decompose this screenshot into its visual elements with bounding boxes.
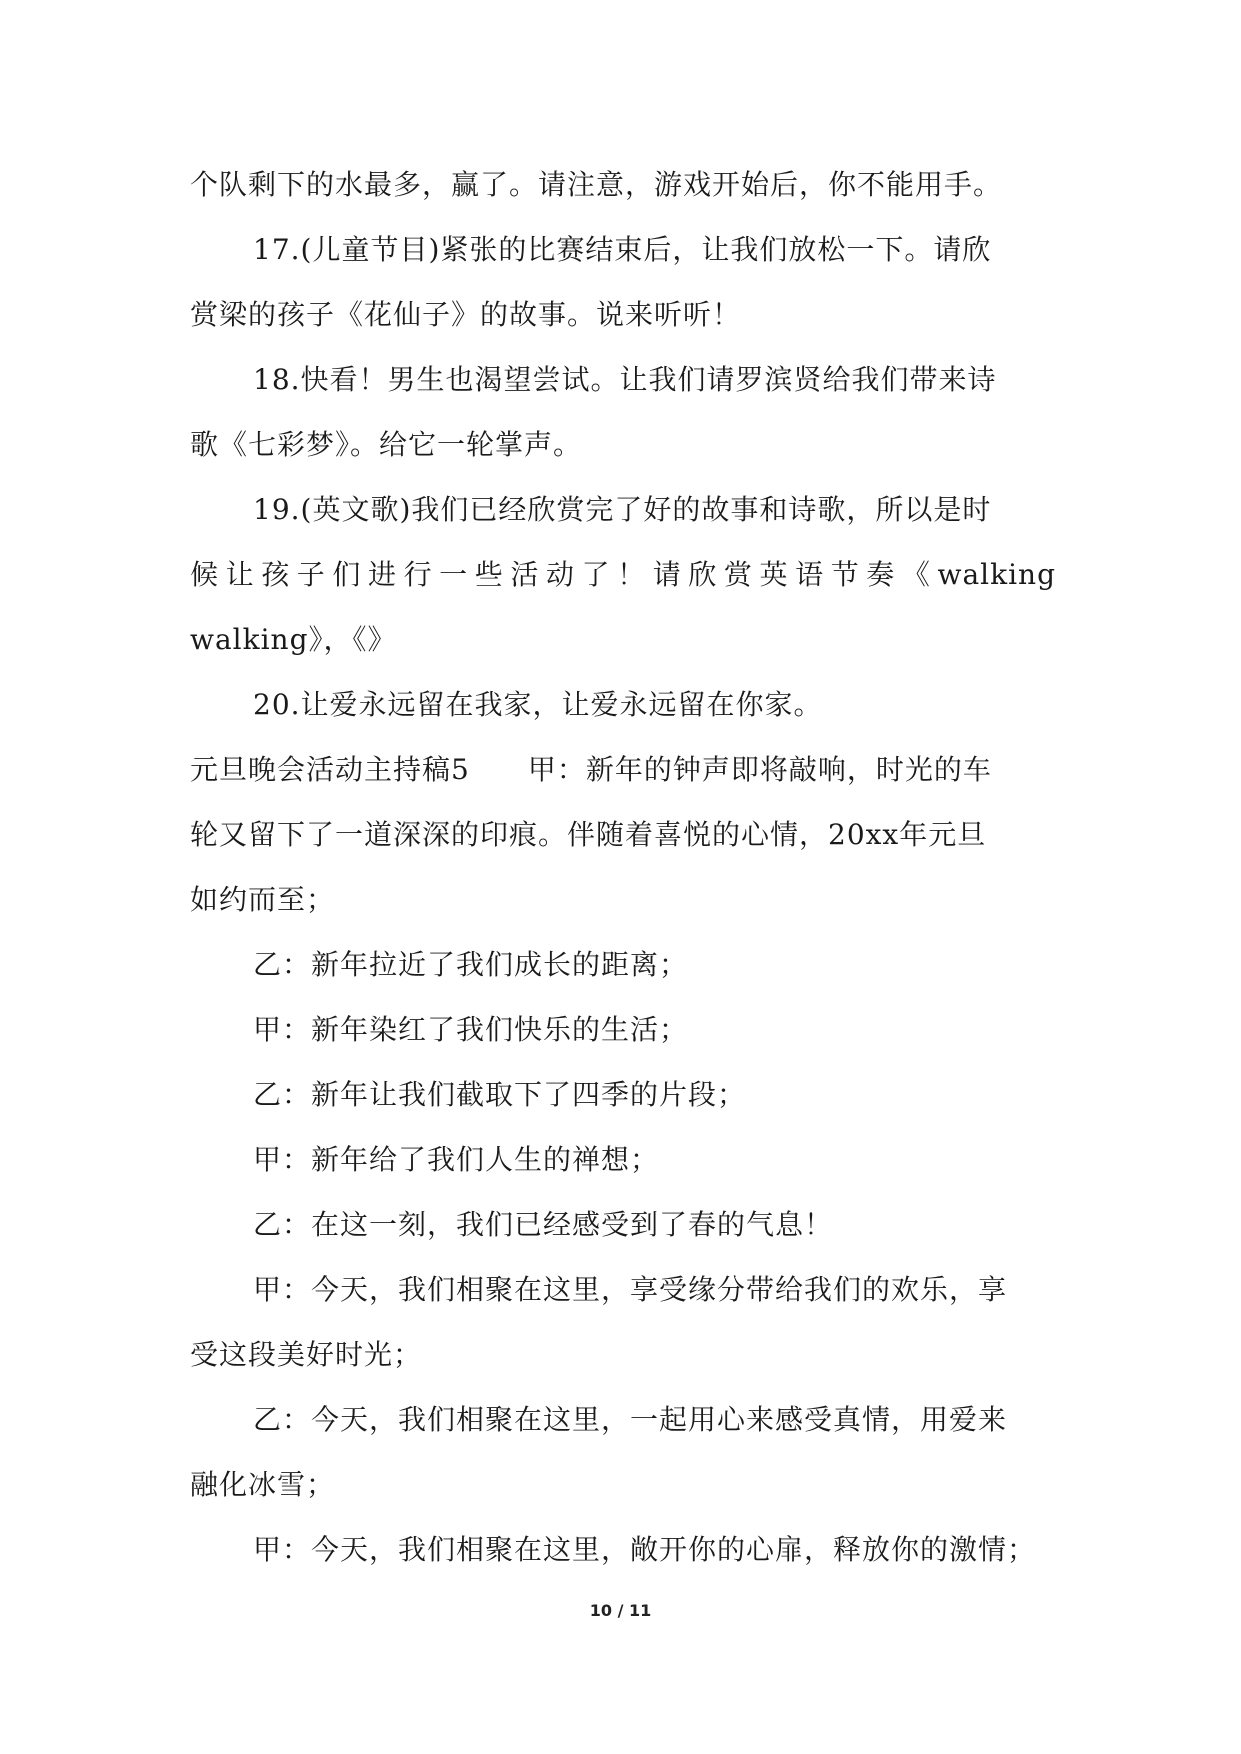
text-line: 乙：新年拉近了我们成长的距离；	[253, 948, 689, 981]
text-line: 如约而至；	[190, 883, 336, 916]
text-line: 19.(英文歌)我们已经欣赏完了好的故事和诗歌，所以是时	[253, 493, 992, 526]
text-line: 赏梁的孩子《花仙子》的故事。说来听听！	[190, 298, 742, 331]
text-line: 乙：新年让我们截取下了四季的片段；	[253, 1078, 747, 1111]
text-line: 个队剩下的水最多，赢了。请注意，游戏开始后，你不能用手。	[190, 168, 1003, 201]
text-line: walking》，《》	[190, 623, 397, 656]
text-line: 甲：新年给了我们人生的禅想；	[253, 1143, 660, 1176]
text-line: 融化冰雪；	[190, 1468, 336, 1501]
document-body	[190, 152, 1056, 1582]
text-line: 轮又留下了一道深深的印痕。伴随着喜悦的心情，20xx年元旦	[190, 818, 987, 851]
text-line: 乙：在这一刻，我们已经感受到了春的气息！	[253, 1208, 834, 1241]
text-line: 候让孩子们进行一些活动了！请欣赏英语节奏《walking	[190, 558, 1056, 591]
text-line: 乙：今天，我们相聚在这里，一起用心来感受真情，用爱来	[253, 1403, 1008, 1436]
text-line: 受这段美好时光；	[190, 1338, 423, 1371]
text-line: 17.(儿童节目)紧张的比赛结束后，让我们放松一下。请欣	[253, 233, 992, 266]
text-line: 甲：新年染红了我们快乐的生活；	[253, 1013, 689, 1046]
page-number: 10 / 11	[589, 1601, 652, 1620]
text-line: 20.让爱永远留在我家，让爱永远留在你家。	[253, 688, 823, 721]
text-line: 歌《七彩梦》。给它一轮掌声。	[190, 428, 583, 461]
text-line: 甲：今天，我们相聚在这里，享受缘分带给我们的欢乐，享	[253, 1273, 1008, 1306]
text-line: 18.快看！男生也渴望尝试。让我们请罗滨贤给我们带来诗	[253, 363, 997, 396]
text-line: 元旦晚会活动主持稿5 甲：新年的钟声即将敲响，时光的车	[190, 753, 992, 786]
text-line: 甲：今天，我们相聚在这里，敞开你的心扉，释放你的激情；	[253, 1533, 1037, 1566]
